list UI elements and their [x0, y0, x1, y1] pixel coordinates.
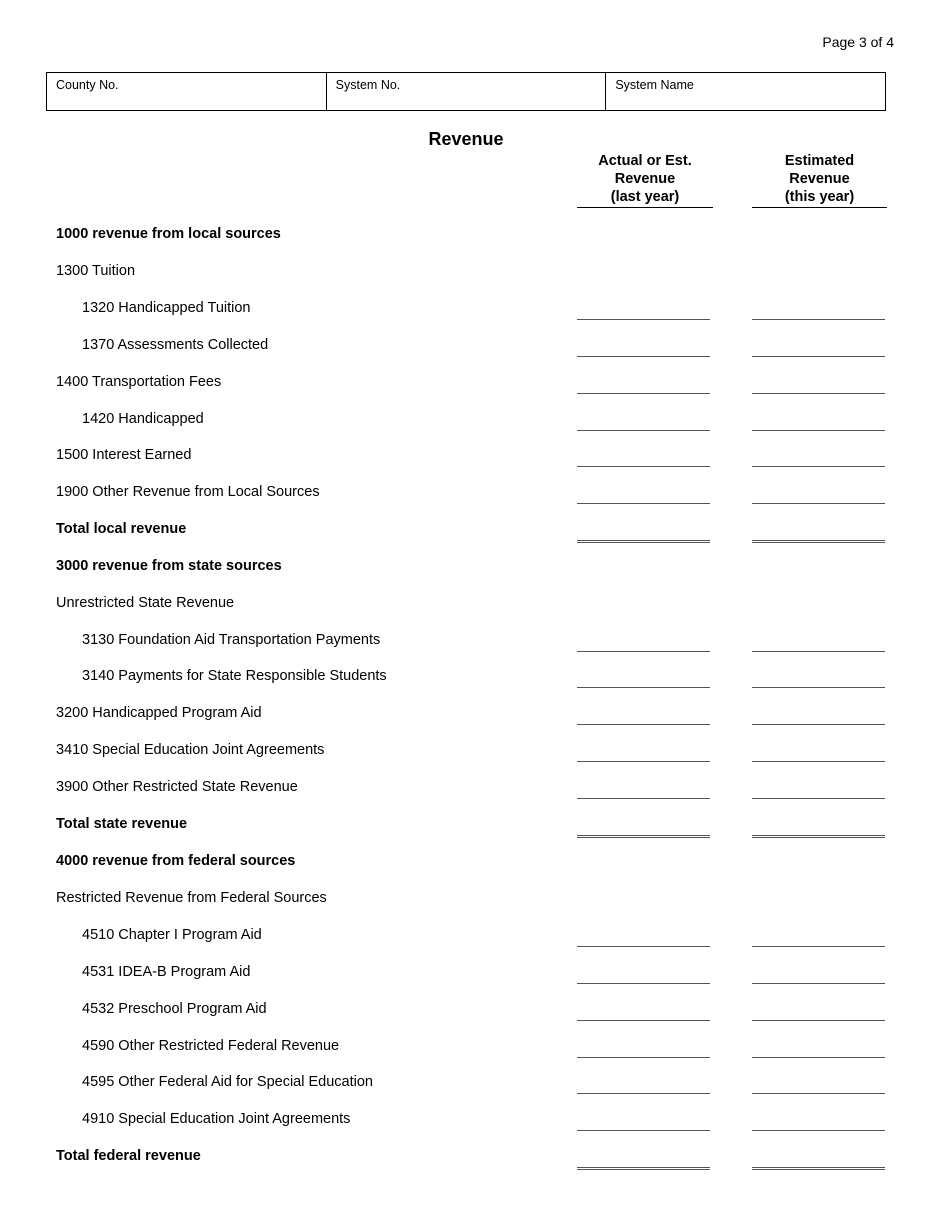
this-year-input-line[interactable]	[752, 1093, 885, 1094]
last-year-input-line[interactable]	[577, 356, 710, 357]
column-header-line: Revenue	[614, 171, 676, 187]
row-label: 1400 Transportation Fees	[56, 374, 222, 390]
last-year-input-line[interactable]	[577, 724, 710, 725]
row-label: Total federal revenue	[56, 1148, 201, 1164]
column-header-line: Revenue	[789, 171, 850, 187]
last-year-input-line[interactable]	[577, 503, 710, 504]
row-4590	[0, 1036, 950, 1056]
last-year-total-line[interactable]	[577, 540, 710, 543]
row-total-federal	[0, 1146, 950, 1166]
this-year-input-line[interactable]	[752, 724, 885, 725]
row-1420	[0, 409, 950, 429]
row-1320	[0, 298, 950, 318]
row-label: 1500 Interest Earned	[56, 447, 192, 463]
row-3410	[0, 740, 950, 760]
row-3140	[0, 666, 950, 686]
row-label: 1370 Assessments Collected	[82, 337, 269, 353]
row-4532	[0, 999, 950, 1019]
last-year-input-line[interactable]	[577, 466, 710, 467]
row-label: 4000 revenue from federal sources	[56, 853, 296, 869]
this-year-input-line[interactable]	[752, 1130, 885, 1131]
last-year-input-line[interactable]	[577, 319, 710, 320]
this-year-input-line[interactable]	[752, 1020, 885, 1021]
last-year-input-line[interactable]	[577, 430, 710, 431]
row-label: 1300 Tuition	[56, 263, 136, 279]
row-3130	[0, 630, 950, 650]
this-year-total-line[interactable]	[752, 835, 885, 838]
last-year-input-line[interactable]	[577, 761, 710, 762]
last-year-input-line[interactable]	[577, 1020, 710, 1021]
this-year-input-line[interactable]	[752, 798, 885, 799]
last-year-input-line[interactable]	[577, 798, 710, 799]
last-year-input-line[interactable]	[577, 687, 710, 688]
row-label: 3000 revenue from state sources	[56, 558, 282, 574]
section-heading-state	[0, 556, 950, 576]
this-year-input-line[interactable]	[752, 319, 885, 320]
section-heading-local	[0, 224, 950, 244]
row-1400	[0, 372, 950, 392]
row-total-state	[0, 814, 950, 834]
row-1900	[0, 482, 950, 502]
last-year-input-line[interactable]	[577, 393, 710, 394]
last-year-input-line[interactable]	[577, 651, 710, 652]
row-label: 3410 Special Education Joint Agreements	[56, 742, 325, 758]
this-year-input-line[interactable]	[752, 651, 885, 652]
last-year-total-line[interactable]	[577, 835, 710, 838]
this-year-input-line[interactable]	[752, 393, 885, 394]
this-year-input-line[interactable]	[752, 503, 885, 504]
row-label: 1420 Handicapped	[82, 411, 204, 427]
last-year-total-line[interactable]	[577, 1167, 710, 1170]
this-year-input-line[interactable]	[752, 466, 885, 467]
this-year-input-line[interactable]	[752, 1057, 885, 1058]
this-year-input-line[interactable]	[752, 687, 885, 688]
row-label: Restricted Revenue from Federal Sources	[56, 890, 327, 906]
row-4910	[0, 1109, 950, 1129]
last-year-input-line[interactable]	[577, 1057, 710, 1058]
row-label: 3140 Payments for State Responsible Students	[82, 668, 387, 684]
last-year-input-line[interactable]	[577, 983, 710, 984]
row-total-local	[0, 519, 950, 539]
row-label: 1900 Other Revenue from Local Sources	[56, 484, 320, 500]
row-label: 1000 revenue from local sources	[56, 226, 281, 242]
row-label: 4532 Preschool Program Aid	[82, 1001, 267, 1017]
column-header-this-year	[752, 152, 887, 208]
system-no-field[interactable]: System No.	[327, 73, 607, 110]
county-no-field[interactable]: County No.	[47, 73, 327, 110]
row-label: 4510 Chapter I Program Aid	[82, 927, 262, 943]
row-restricted-federal	[0, 888, 950, 908]
this-year-total-line[interactable]	[752, 540, 885, 543]
row-label: 4531 IDEA-B Program Aid	[82, 964, 251, 980]
row-label: 3900 Other Restricted State Revenue	[56, 779, 298, 795]
row-1370	[0, 335, 950, 355]
row-label: Total state revenue	[56, 816, 188, 832]
this-year-input-line[interactable]	[752, 356, 885, 357]
row-label: Total local revenue	[56, 521, 187, 537]
last-year-input-line[interactable]	[577, 1130, 710, 1131]
row-4510	[0, 925, 950, 945]
column-header-last-year	[577, 152, 713, 208]
row-label: 4910 Special Education Joint Agreements	[82, 1111, 351, 1127]
last-year-input-line[interactable]	[577, 946, 710, 947]
row-label: 4590 Other Restricted Federal Revenue	[82, 1038, 340, 1054]
last-year-input-line[interactable]	[577, 1093, 710, 1094]
row-label: 3130 Foundation Aid Transportation Payments	[82, 632, 381, 648]
row-label: 3200 Handicapped Program Aid	[56, 705, 262, 721]
system-name-field[interactable]: System Name	[615, 78, 694, 92]
row-1300	[0, 261, 950, 281]
this-year-input-line[interactable]	[752, 430, 885, 431]
column-header-line: (last year)	[610, 189, 680, 205]
row-label: Unrestricted State Revenue	[56, 595, 235, 611]
row-label: 4595 Other Federal Aid for Special Education	[82, 1074, 373, 1090]
row-3200	[0, 703, 950, 723]
this-year-input-line[interactable]	[752, 761, 885, 762]
column-header-line: Actual or Est.	[598, 153, 692, 169]
page-number: Page 3 of 4	[822, 34, 894, 50]
this-year-total-line[interactable]	[752, 1167, 885, 1170]
row-1500	[0, 445, 950, 465]
row-unrestricted-state	[0, 593, 950, 613]
this-year-input-line[interactable]	[752, 946, 885, 947]
page-title: Revenue	[428, 129, 504, 149]
row-4595	[0, 1072, 950, 1092]
column-header-line: Estimated	[784, 153, 855, 169]
row-3900	[0, 777, 950, 797]
row-4531	[0, 962, 950, 982]
this-year-input-line[interactable]	[752, 983, 885, 984]
header-fields	[46, 72, 886, 111]
column-header-line: (this year)	[784, 189, 855, 205]
section-heading-federal	[0, 851, 950, 871]
row-label: 1320 Handicapped Tuition	[82, 300, 251, 316]
